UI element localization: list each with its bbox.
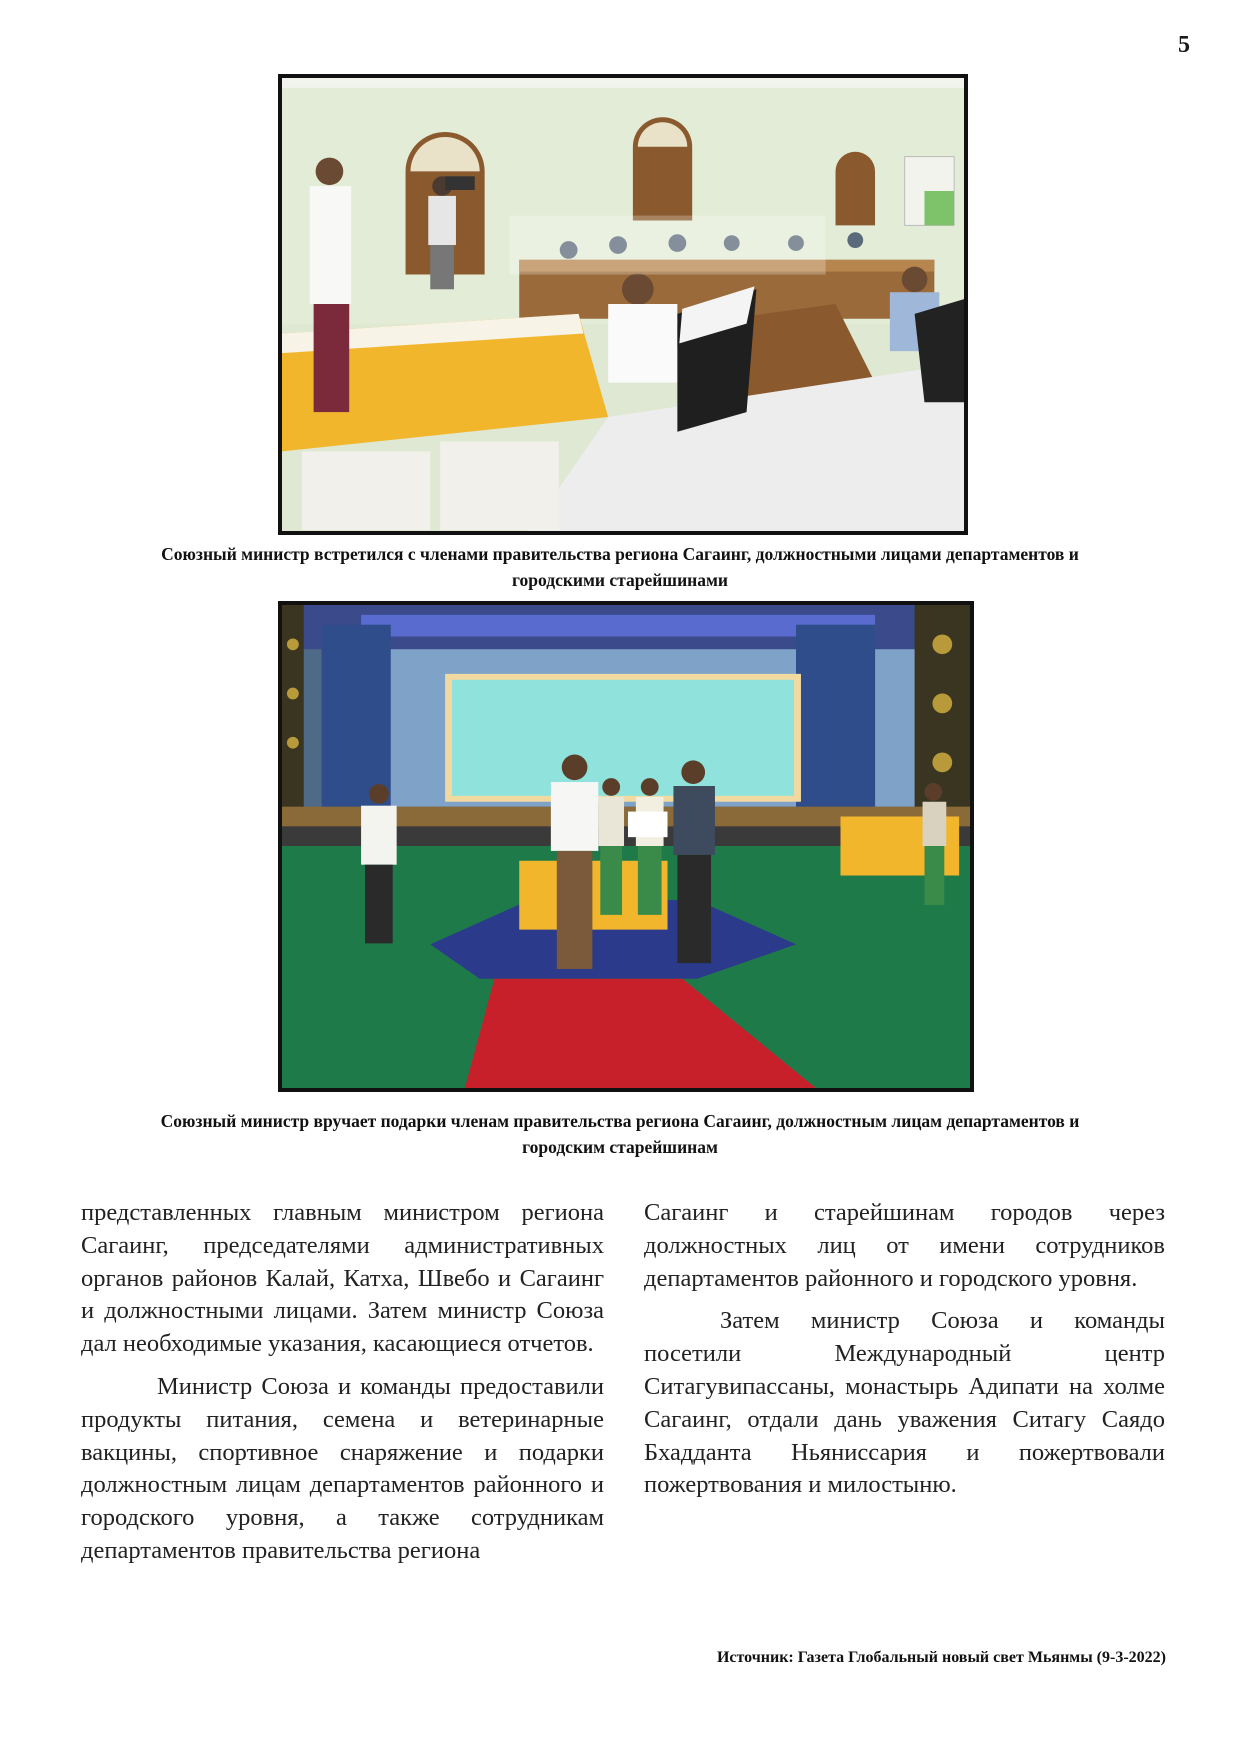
meeting-photo-caption: Союзный министр встретился с членами правительства региона Сагаинг, должностными лицами департаментов и городскими старейшинами	[161, 544, 1079, 590]
ceremony-photo-illustration	[282, 605, 970, 1088]
ceremony-photo	[278, 601, 974, 1092]
ceremony-photo-caption: Союзный министр вручает подарки членам правительства региона Сагаинг, должностным лицам департаментов и городским старейшинам	[160, 1111, 1080, 1157]
article-column-right	[644, 1197, 1165, 1512]
source-credit: Источник: Газета Глобальный новый свет Мьянмы (9-3-2022)	[716, 1649, 1166, 1666]
article-paragraph: Министр Союза и команды предоставили продукты питания, семена и ветеринарные вакцины, спортивное снаряжение и подарки должностным лицам департаментов районного и городского уровня, а также сотрудникам департаментов правительства региона	[81, 1372, 604, 1564]
article-paragraph: Затем министр Союза и команды посетили Международный центр Ситагувипассаны, монастырь Адипати на холме Сагаинг, отдали дань уважения Ситагу Саядо Бхадданта Ньяниссария и пожертвовали пожертвования и милостыню.	[644, 1307, 1165, 1499]
meeting-photo-illustration	[282, 78, 964, 531]
meeting-photo	[278, 74, 968, 535]
page-number: 5	[1178, 32, 1190, 58]
article-column-left	[81, 1197, 604, 1578]
article-paragraph: представленных главным министром региона Сагаинг, председателями административных органов районов Калай, Катха, Швебо и Сагаинг и должностными лицами. Затем министр Союза дал необходимые указания, касающиеся отчетов.	[81, 1199, 604, 1358]
article-paragraph: Сагаинг и старейшинам городов через должностных лиц от имени сотрудников департаментов районного и городского уровня.	[644, 1199, 1165, 1292]
